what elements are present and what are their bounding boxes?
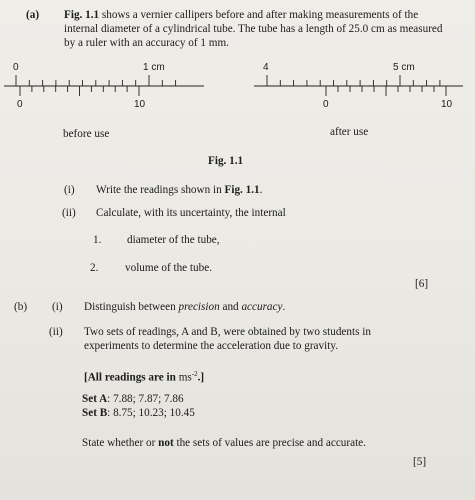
- right-caption: after use: [330, 126, 369, 138]
- a-ii-sub1-text: diameter of the tube,: [127, 234, 220, 246]
- state-not: not: [158, 437, 174, 449]
- left-vernier-scale: [0, 72, 205, 102]
- b-i-accuracy: accuracy: [241, 301, 283, 313]
- b-ii-line2: experiments to determine the acceleration due to gravity.: [84, 340, 338, 352]
- b-i-label: (i): [52, 301, 63, 313]
- b-i-end: .: [282, 301, 286, 313]
- right-main-ticks: [267, 75, 440, 86]
- part-b-label: (b): [14, 301, 28, 313]
- b-ii-instruction: [82, 437, 366, 450]
- left-main-label-0: 0: [13, 62, 19, 73]
- b-ii-label: (ii): [49, 326, 63, 338]
- left-vernier-label-0: 0: [17, 99, 23, 110]
- a-i-label: (i): [64, 184, 75, 196]
- part-a-label: (a): [26, 9, 40, 21]
- left-main-label-1cm: 1 cm: [143, 62, 165, 73]
- set-a-values: : 7.88; 7.87; 7.86: [107, 393, 184, 405]
- readings-note: [84, 368, 204, 385]
- part-a-marks: [6]: [415, 278, 429, 290]
- right-vernier-ticks: [326, 86, 446, 96]
- right-vernier-scale: [250, 72, 465, 102]
- readings-note-pre: [All readings are in: [84, 371, 179, 384]
- a-i-text-post: .: [259, 184, 263, 196]
- a-ii-sub1-number: 1.: [93, 234, 102, 246]
- figure-title: Fig. 1.1: [208, 155, 244, 167]
- readings-unit: ms: [178, 371, 192, 384]
- left-main-ticks: [16, 75, 176, 86]
- left-vernier-ticks: [20, 86, 139, 96]
- part-a-intro-line2: internal diameter of a cylindrical tube. The tube has a length of 25.0 cm as measured: [64, 23, 443, 35]
- right-main-label-5cm: 5 cm: [393, 62, 415, 73]
- set-b-label: Set B: [82, 407, 108, 419]
- right-vernier-label-10: 10: [441, 99, 453, 110]
- set-b-values: : 8.75; 10.23; 10.45: [107, 407, 195, 419]
- part-a-intro-line3: by a ruler with an accuracy of 1 mm.: [64, 37, 229, 49]
- part-b-marks: [5]: [413, 456, 427, 468]
- a-ii-question: Calculate, with its uncertainty, the internal: [96, 207, 286, 219]
- right-vernier-label-0: 0: [323, 99, 329, 110]
- state-pre: State whether or: [82, 437, 159, 449]
- readings-note-post: .]: [197, 371, 205, 384]
- b-i-precision: precision: [178, 301, 220, 313]
- a-ii-label: (ii): [62, 207, 76, 219]
- right-main-label-4: 4: [263, 62, 269, 73]
- b-i-and: and: [219, 301, 242, 313]
- b-i-text-pre: Distinguish between: [84, 301, 179, 313]
- set-a-label: Set A: [82, 393, 108, 405]
- b-ii-line1: Two sets of readings, A and B, were obtained by two students in: [84, 326, 371, 338]
- a-i-fig-ref: Fig. 1.1: [224, 184, 260, 196]
- a-ii-sub2-number: 2.: [90, 262, 99, 274]
- b-i-question: [84, 301, 285, 314]
- a-ii-sub2-text: volume of the tube.: [125, 262, 212, 274]
- part-a-intro-line1: [64, 9, 418, 22]
- fig-ref: Fig. 1.1: [64, 9, 100, 21]
- intro-line1-text: shows a vernier callipers before and after making measurements of the: [99, 9, 419, 21]
- readings-unit-exponent: -2: [191, 370, 198, 378]
- set-b-row: [82, 407, 195, 420]
- set-a-row: [82, 393, 184, 406]
- a-i-text-pre: Write the readings shown in: [96, 184, 225, 196]
- left-vernier-label-10: 10: [134, 99, 146, 110]
- state-post: the sets of values are precise and accurate.: [173, 437, 366, 449]
- a-i-question: [96, 184, 262, 197]
- left-caption: before use: [63, 128, 110, 140]
